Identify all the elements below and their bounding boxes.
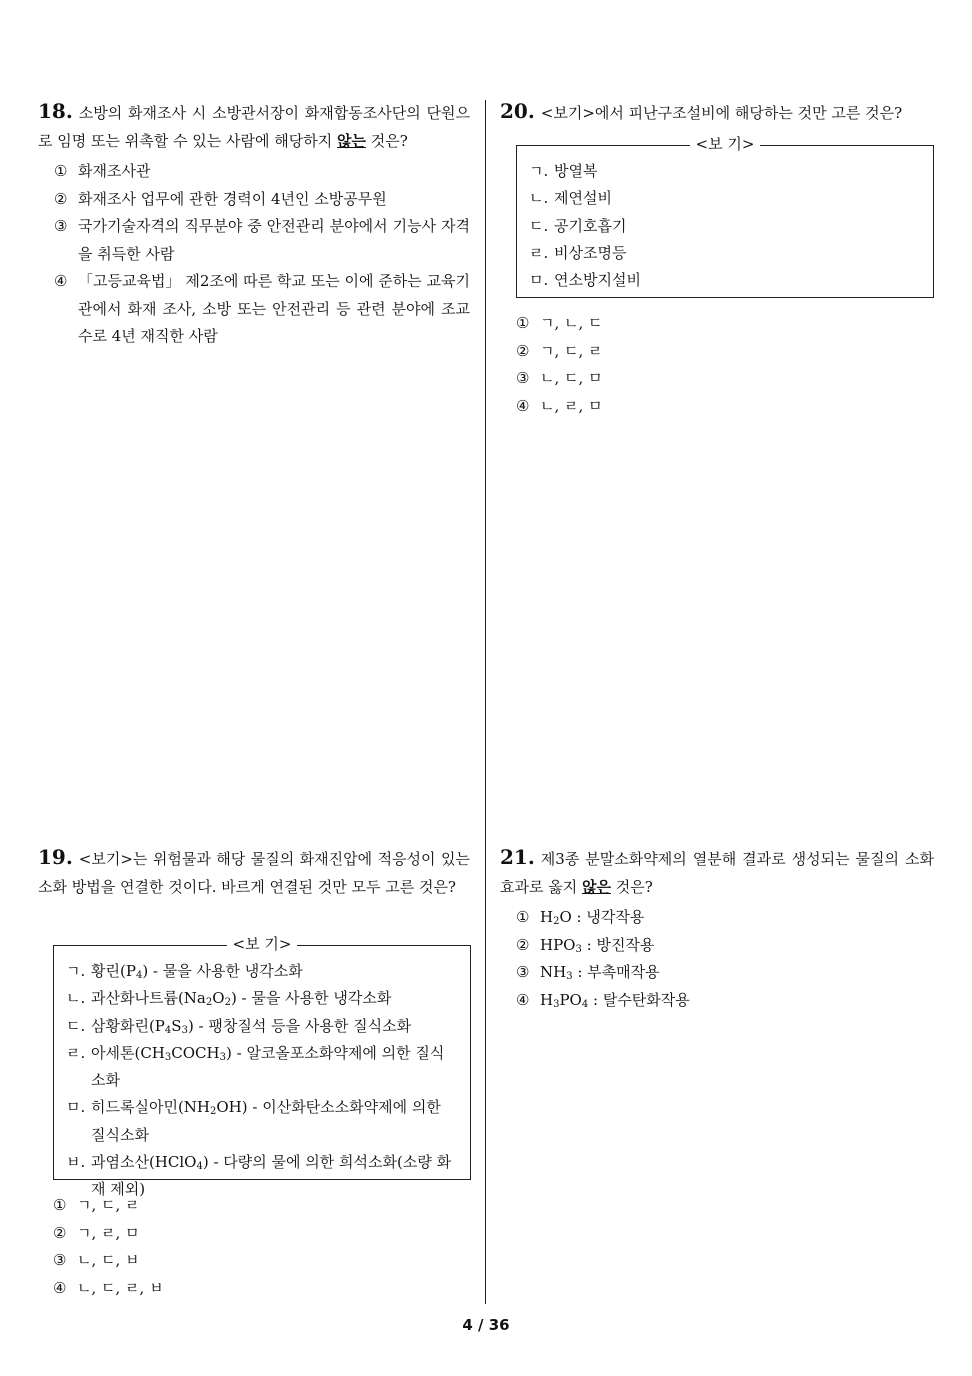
option-1[interactable]: ① $H_2O$ : 냉각작용 (516, 908, 645, 927)
question-18-stem: 18. 소방의 화재조사 시 소방관서장이 화재합동조사단의 단원으로 임명 또는 위촉할 수 있는 사람에 해당하지 않는 것은? (38, 99, 470, 150)
example-item: ㄴ. 제연설비 (529, 189, 612, 208)
option-4[interactable]: ④ ㄴ, ㄹ, ㅁ (516, 396, 603, 415)
option-4[interactable]: ④ 「고등교육법」 제2조에 따른 학교 또는 이에 준하는 교육기관에서 화재 조사, 소방 또는 안전관리 등 관련 분야에 조교수로 4년 재직한 사람 (54, 272, 470, 345)
option-1[interactable]: ① ㄱ, ㄷ, ㄹ (53, 1196, 140, 1214)
option-3[interactable]: ③ $NH_3$ : 부촉매작용 (516, 963, 660, 982)
question-19-stem: 19. <보기>는 위험물과 해당 물질의 화재진압에 적응성이 있는 소화 방법을 연결한 것이다. 바르게 연결된 것만 모두 고른 것은? (38, 845, 470, 896)
question-19-options (53, 1192, 471, 1302)
example-box-20 (516, 135, 934, 298)
option-3[interactable]: ③ ㄴ, ㄷ, ㅁ (516, 369, 603, 387)
question-21-stem: 21. 제3종 분말소화약제의 열분해 결과로 생성되는 물질의 소화효과로 옳지 않은 것은? (500, 845, 934, 896)
example-item: ㅂ. 과염소산(HClO$_4$) - 다량의 물에 의한 희석소화(소량 화재 제외) (66, 1153, 452, 1199)
question-21 (500, 844, 934, 1014)
option-4[interactable]: ④ $H_3PO_4$ : 탈수탄화작용 (516, 990, 690, 1010)
option-1[interactable]: ① ㄱ, ㄴ, ㄷ (516, 314, 603, 332)
option-4[interactable]: ④ ㄴ, ㄷ, ㄹ, ㅂ (53, 1278, 164, 1297)
example-item: ㅁ. 연소방지설비 (529, 271, 641, 290)
question-number: 21. (500, 845, 535, 869)
question-20-stem: 20. <보기>에서 피난구조설비에 해당하는 것만 고른 것은? (500, 99, 903, 123)
example-box-title: <보 기> (54, 934, 470, 954)
page-number: 4 / 36 (462, 1316, 510, 1334)
question-19 (38, 844, 470, 901)
example-item: ㄹ. 비상조명등 (529, 243, 627, 262)
emphasis-not: 않은 (582, 877, 611, 896)
option-2[interactable]: ② $HPO_3$ : 방진작용 (516, 935, 655, 955)
question-number: 18. (38, 99, 73, 123)
option-2[interactable]: ② 화재조사 업무에 관한 경력이 4년인 소방공무원 (54, 189, 387, 208)
example-item: ㅁ. 히드록실아민$(NH_2OH)$ - 이산화탄소소화약제에 의한 질식소화 (66, 1098, 441, 1144)
question-20-options (516, 310, 934, 420)
option-1[interactable]: ① 화재조사관 (54, 162, 151, 180)
example-box-title: <보 기> (517, 134, 933, 154)
question-18 (38, 98, 470, 351)
question-number: 20. (500, 99, 535, 123)
question-number: 19. (38, 845, 73, 869)
option-3[interactable]: ③ 국가기술자격의 직무분야 중 안전관리 분야에서 기능사 자격을 취득한 사람 (54, 217, 470, 263)
question-20 (500, 98, 934, 128)
example-item: ㄴ. 과산화나트륨$(Na_2O_2)$ - 물을 사용한 냉각소화 (66, 989, 392, 1009)
option-2[interactable]: ② ㄱ, ㄷ, ㄹ (516, 341, 603, 360)
column-divider (485, 100, 486, 1304)
example-box-19 (53, 935, 471, 1199)
example-item: ㄱ. 황린$(P_4)$ - 물을 사용한 냉각소화 (66, 962, 303, 981)
option-3[interactable]: ③ ㄴ, ㄷ, ㅂ (53, 1251, 140, 1269)
example-item: ㄷ. 공기호흡기 (529, 216, 627, 235)
example-item: ㄱ. 방열복 (529, 162, 598, 180)
example-item: ㄷ. 삼황화린$(P_4S_3)$ - 팽창질석 등을 사용한 질식소화 (66, 1016, 412, 1036)
option-2[interactable]: ② ㄱ, ㄹ, ㅁ (53, 1223, 140, 1242)
example-item: ㄹ. 아세톤$(CH_3COCH_3)$ - 알코올포소화약제에 의한 질식소화 (66, 1043, 445, 1090)
emphasis-not: 않는 (336, 131, 366, 150)
